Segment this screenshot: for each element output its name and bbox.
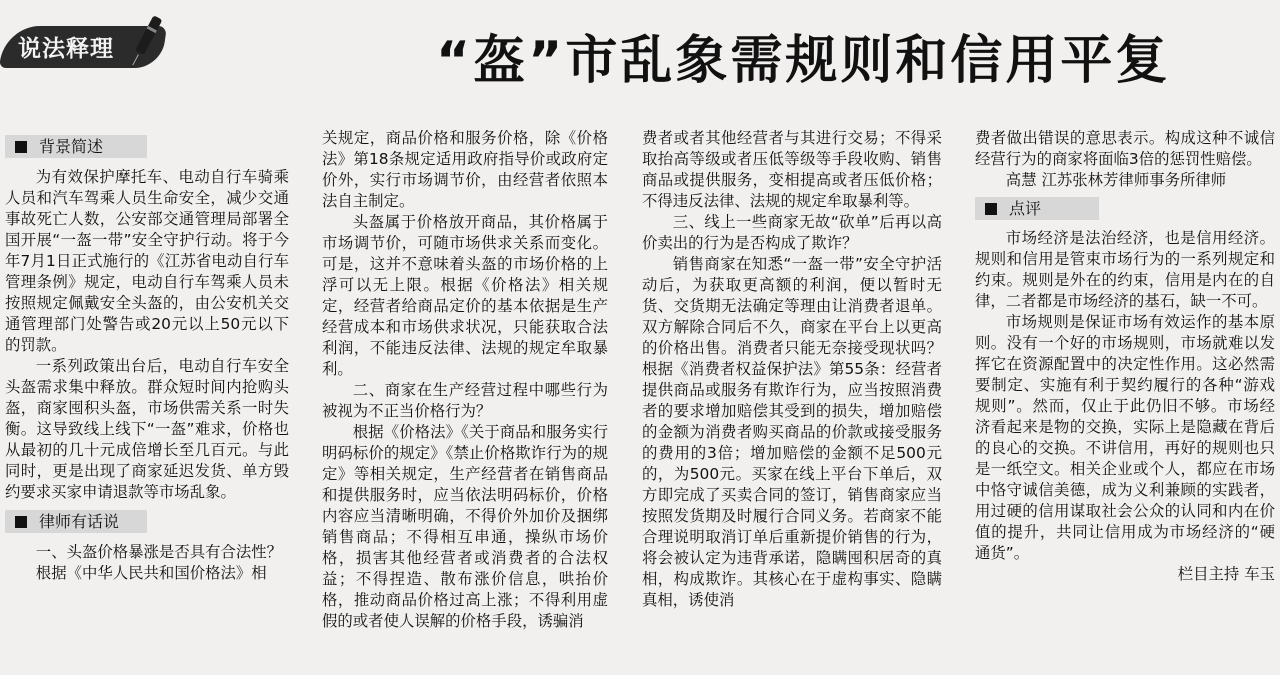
column-3 (642, 128, 942, 611)
square-bullet-icon (985, 203, 997, 215)
paragraph: 市场规则是保证市场有效运作的基本原则。没有一个好的市场规则，市场就难以发挥它在资源配置中的决定性作用。这必然需要制定、实施有利于契约履行的各种“游戏规则”。然而，仅止于此仍旧不够。市场经济看起来是物的交换，实际上是隐藏在背后的良心的交换。不讲信用，再好的规则也只是一纸空文。相关企业或个人，都应在市场中恪守诚信美德，成为义利兼顾的实践者，用过硬的信用谋取社会公众的认同和内在价值的提升，共同让信用成为市场经济的“硬通货”。 (975, 313, 1275, 562)
section-heading-background (5, 135, 147, 158)
paragraph: 一、头盔价格暴涨是否具有合法性？ (35, 543, 283, 561)
column-1 (5, 128, 289, 584)
author-byline: 高慧 江苏张林芳律师事务所律师 (1005, 171, 1227, 189)
section-heading-label: 点评 (1009, 199, 1042, 218)
paragraph: 根据《价格法》《关于商品和服务实行明码标价的规定》《禁止价格欺诈行为的规定》等相关规定，生产经营者在销售商品和提供服务时，应当依法明码标价，价格内容应当清晰明确，不得价外加价及捆绑销售商品；不得相互串通，操纵市场价格，损害其他经营者或消费者的合法权益；不得捏造、散布涨价信息，哄抬价格，推动商品价格过高上涨；不得利用虚假的或者使人误解的价格手段，诱骗消 (322, 423, 608, 630)
section-heading-lawyer (5, 510, 147, 533)
headline: “盔”市乱象需规则和信用平复 (436, 31, 1171, 91)
column-tag-label: 说法释理 (18, 36, 114, 62)
paragraph: 二、商家在生产经营过程中哪些行为被视为不正当价格行为？ (322, 381, 608, 420)
paragraph: 三、线上一些商家无故“砍单”后再以高价卖出的行为是否构成了欺诈？ (642, 213, 942, 252)
paragraph: 头盔属于价格放开商品，其价格属于市场调节价，可随市场供求关系而变化。可是，这并不意味着头盔的市场价格的上浮可以无上限。根据《价格法》相关规定，经营者给商品定价的基本依据是生产经营成本和市场供求状况，只能获取合法利润，不能违反法律、法规的规定牟取暴利。 (322, 213, 608, 378)
paragraph: 根据《中华人民共和国价格法》相 (35, 564, 267, 582)
paragraph: 销售商家在知悉“一盔一带”安全守护活动后，为获取更高额的利润，便以暂时无货、交货期无法确定等理由让消费者退单。双方解除合同后不久，商家在平台上以更高的价格出售。消费者只能无奈接受现状吗？根据《消费者权益保护法》第55条：经营者提供商品或服务有欺诈行为，应当按照消费者的要求增加赔偿其受到的损失，增加赔偿的金额为消费者购买商品的价款或接受服务的费用的3倍；增加赔偿的金额不足500元的，为500元。买家在线上平台下单后，双方即完成了买卖合同的签订，销售商家应当按照发货期及时履行合同义务。若商家不能合理说明取消订单后重新提价销售的行为，将会被认定为违背承诺，隐瞒囤积居奇的真相，构成欺诈。其核心在于虚构事实、隐瞒真相，诱使消 (642, 255, 942, 609)
square-bullet-icon (15, 516, 27, 528)
section-heading-comment (975, 197, 1099, 220)
paragraph: 一系列政策出台后，电动自行车安全头盔需求集中释放。群众短时间内抢购头盔，商家囤积头盔，市场供需关系一时失衡。这导致线上线下“一盔”难求，价格也从最初的几十元成倍增长至几百元。与此同时，更是出现了商家延迟发货、单方毁约要求买家申请退款等市场乱象。 (5, 357, 289, 501)
paragraph: 费者做出错误的意思表示。构成这种不诚信经营行为的商家将面临3倍的惩罚性赔偿。 (975, 129, 1275, 168)
paragraph: 为有效保护摩托车、电动自行车骑乘人员和汽车驾乘人员生命安全，减少交通事故死亡人数，公安部交通管理局部署全国开展“一盔一带”安全守护行动。将于今年7月1日正式施行的《江苏省电动自行车管理条例》规定，电动自行车驾乘人员未按照规定佩戴安全头盔的，由公安机关交通管理部门处警告或20元以上50元以下的罚款。 (5, 168, 289, 354)
fountain-pen-icon (118, 12, 170, 76)
section-heading-label: 背景简述 (39, 137, 104, 156)
column-2 (322, 128, 608, 632)
paragraph: 关规定，商品价格和服务价格，除《价格法》第18条规定适用政府指导价或政府定价外，实行市场调节价，由经营者依照本法自主制定。 (322, 129, 608, 210)
paragraph: 费者或者其他经营者与其进行交易；不得采取抬高等级或者压低等级等手段收购、销售商品或提供服务，变相提高或者压低价格；不得违反法律、法规的规定牟取暴利等。 (642, 129, 942, 210)
square-bullet-icon (15, 141, 27, 153)
section-heading-label: 律师有话说 (39, 512, 120, 531)
column-4 (975, 128, 1275, 585)
editor-credit: 栏目主持 车玉 (1177, 565, 1275, 583)
paragraph: 市场经济是法治经济，也是信用经济。规则和信用是管束市场行为的一系列规定和约束。规则是外在的约束，信用是内在的自律，二者都是市场经济的基石，缺一不可。 (975, 229, 1275, 310)
